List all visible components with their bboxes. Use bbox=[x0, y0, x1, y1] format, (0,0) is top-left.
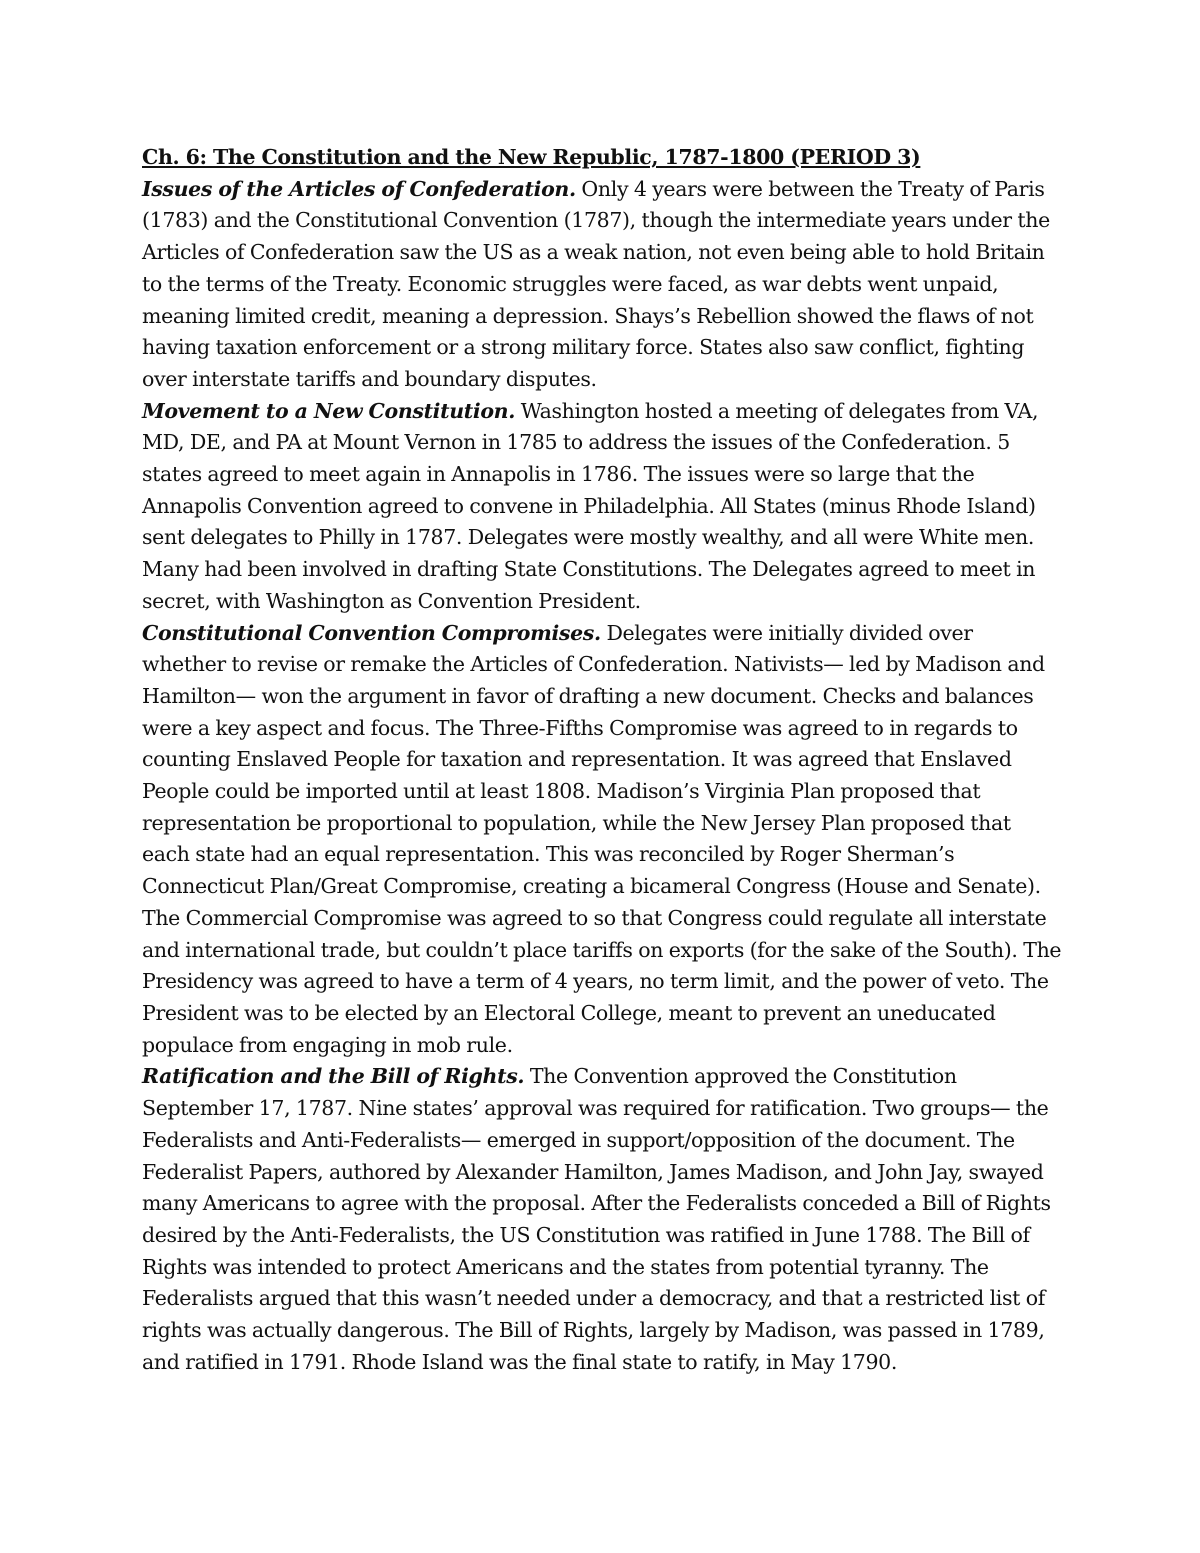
section-heading: Ratification and the Bill of Rights. bbox=[142, 1064, 525, 1089]
section-body: Only 4 years were between the Treaty of Paris (1783) and the Constitutional Convention (1787), though the intermediate years under the Articles of Confederation saw the US as a weak nation, not even being able to hold Britain to the terms of the Treaty. Economic struggles were faced, as war debts went unpaid, meaning limited credit, meaning a depression. Shays’s Rebellion showed the flaws of not having taxation enforcement or a strong military force. States also saw conflict, fighting over interstate tariffs and boundary disputes. bbox=[142, 176, 1050, 391]
section-heading: Constitutional Convention Compromises. bbox=[142, 620, 601, 645]
section-body: Delegates were initially divided over whether to revise or remake the Articles of Confederation. Nativists— led by Madison and Hamilton— won the argument in favor of drafting a new document. Checks and balances were a key aspect and focus. The Three-Fifths Compromise was agreed to in regards to counting Enslaved People for taxation and representation. It was agreed that Enslaved People could be imported until at least 1808. Madison’s Virginia Plan proposed that representation be proportional to population, while the New Jersey Plan proposed that each state had an equal representation. This was reconciled by Roger Sherman’s Connecticut Plan/Great Compromise, creating a bicameral Congress (House and Senate). The Commercial Compromise was agreed to so that Congress could regulate all interstate and international trade, but couldn’t place tariffs on exports (for the sake of the South). The Presidency was agreed to have a term of 4 years, no term limit, and the power of veto. The President was to be elected by an Electoral College, meant to prevent an uneducated populace from engaging in mob rule. bbox=[142, 620, 1062, 1057]
document-page bbox=[142, 142, 1062, 1378]
section-body: The Convention approved the Constitution September 17, 1787. Nine states’ approval was required for ratification. Two groups— the Federalists and Anti-Federalists— emerged in support/opposition of the document. The Federalist Papers, authored by Alexander Hamilton, James Madison, and John Jay, swayed many Americans to agree with the proposal. After the Federalists conceded a Bill of Rights desired by the Anti-Federalists, the US Constitution was ratified in June 1788. The Bill of Rights was intended to protect Americans and the states from potential tyranny. The Federalists argued that this wasn’t needed under a democracy, and that a restricted list of rights was actually dangerous. The Bill of Rights, largely by Madison, was passed in 1789, and ratified in 1791. Rhode Island was the final state to ratify, in May 1790. bbox=[142, 1064, 1051, 1374]
section-heading: Issues of the Articles of Confederation. bbox=[142, 176, 576, 201]
section-articles-of-confederation bbox=[142, 174, 1062, 396]
section-convention-compromises bbox=[142, 618, 1062, 1062]
document-title: Ch. 6: The Constitution and the New Republic, 1787-1800 (PERIOD 3) bbox=[142, 145, 921, 169]
section-ratification-bill-of-rights bbox=[142, 1061, 1062, 1378]
section-heading: Movement to a New Constitution. bbox=[142, 398, 516, 423]
section-new-constitution bbox=[142, 396, 1062, 618]
section-body: Washington hosted a meeting of delegates from VA, MD, DE, and PA at Mount Vernon in 1785 to address the issues of the Confederation. 5 states agreed to meet again in Annapolis in 1786. The issues were so large that the Annapolis Convention agreed to convene in Philadelphia. All States (minus Rhode Island) sent delegates to Philly in 1787. Delegates were mostly wealthy, and all were White men. Many had been involved in drafting State Constitutions. The Delegates agreed to meet in secret, with Washington as Convention President. bbox=[142, 398, 1039, 613]
